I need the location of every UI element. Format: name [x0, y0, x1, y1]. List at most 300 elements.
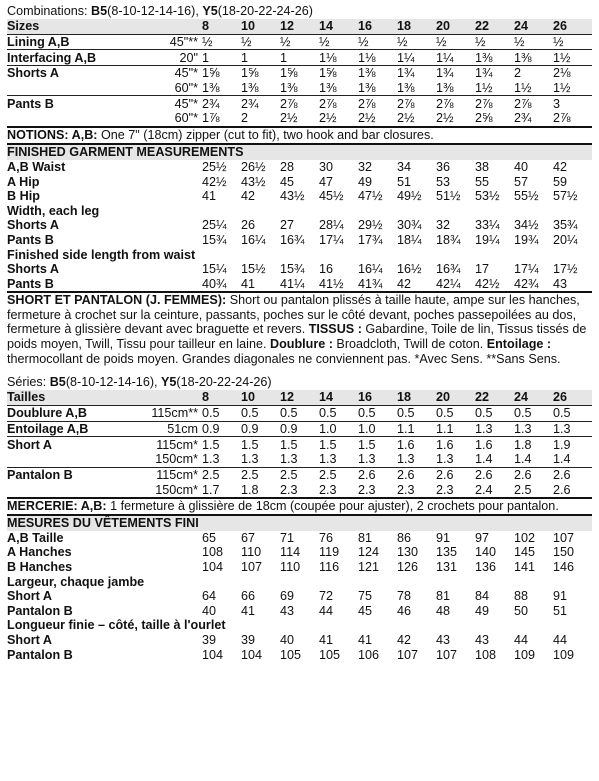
measurement-value: 44: [553, 632, 568, 647]
measurement-value: 43: [436, 632, 451, 647]
measurement-label: Width, each leg: [7, 203, 100, 218]
yardage-value: ½: [436, 34, 475, 50]
yardage-value: 2¾: [241, 96, 280, 111]
measurement-label: Largeur, chaque jambe: [7, 574, 145, 589]
measurement-row: [7, 545, 592, 560]
measurement-row: [7, 204, 592, 219]
yardage-value: 1½: [553, 81, 571, 96]
finished-measurements-title-fr: MESURES DU VÊTEMENTS FINI: [7, 516, 592, 531]
measurement-row: [7, 618, 592, 633]
measurement-value: 53: [436, 174, 451, 189]
fabric-width: 51cm: [127, 421, 202, 437]
y5-code-fr: Y5: [161, 375, 177, 390]
size-header-cell: 16: [358, 390, 397, 405]
measurement-label: Shorts A: [7, 262, 60, 277]
measurement-value: 91: [553, 589, 568, 604]
yardage-value: 1.6: [475, 437, 514, 452]
desc-text-3: Broadcloth, Twill de coton.: [332, 336, 487, 351]
measurement-value: 43: [475, 632, 490, 647]
measurement-value: 69: [280, 589, 295, 604]
measurement-label: Pantalon B: [7, 647, 73, 662]
measurement-value: 86: [397, 530, 412, 545]
yardage-row: [7, 34, 592, 50]
measurement-value: 46: [397, 603, 412, 618]
yardage-value: 1.3: [475, 421, 514, 437]
measurement-row: [7, 574, 592, 589]
measurement-value: 124: [358, 545, 380, 560]
measurement-value: 107: [553, 530, 575, 545]
yardage-row: [7, 111, 592, 126]
measurement-value: 34½: [514, 218, 539, 233]
measurement-value: 30¾: [397, 218, 422, 233]
measurement-value: 48: [436, 603, 451, 618]
yardage-value: 1⅝: [241, 66, 280, 81]
measurement-value: 102: [514, 530, 536, 545]
measurement-value: 42¾: [514, 276, 539, 291]
yardage-value: 1.1: [436, 421, 475, 437]
yardage-value: 1¾: [397, 66, 436, 81]
measurement-label: Short A: [7, 632, 53, 647]
measurement-value: 136: [475, 560, 497, 575]
measurement-label: Shorts A: [7, 218, 60, 233]
measurement-value: 44: [319, 603, 334, 618]
yardage-value: 2⅞: [436, 96, 475, 111]
size-header-cell: 26: [553, 19, 592, 34]
measurement-value: 75: [358, 589, 373, 604]
measurement-value: 42¼: [436, 276, 461, 291]
yardage-row-label: Entoilage A,B: [7, 421, 127, 437]
size-header-cell: 20: [436, 19, 475, 34]
size-header-cell: 8: [202, 390, 241, 405]
yardage-value: 2.6: [475, 467, 514, 482]
yardage-value: 1⅜: [397, 81, 415, 96]
y5-sizes: (18-20-22-24-26): [217, 4, 313, 18]
measurement-value: 41¼: [280, 276, 305, 291]
yardage-value: 1¼: [436, 50, 475, 66]
measurement-value: 32: [358, 160, 373, 175]
yardage-value: 0.9: [202, 421, 241, 437]
yardage-value: 1.5: [241, 437, 280, 452]
measurement-value: 28: [280, 160, 295, 175]
measurement-value: 67: [241, 530, 256, 545]
fabric-width: 45"*: [140, 66, 202, 81]
yardage-value: ½: [397, 34, 436, 50]
yardage-value: 2.3: [436, 482, 454, 497]
yardage-row: [7, 452, 592, 467]
measurement-value: 43: [553, 276, 568, 291]
measurement-value: 43½: [241, 174, 266, 189]
yardage-value: ½: [241, 34, 280, 50]
measurement-value: 19¼: [475, 233, 500, 248]
measurement-label: B Hanches: [7, 560, 73, 575]
measurement-label: Pantalon B: [7, 603, 73, 618]
measurement-value: 140: [475, 545, 497, 560]
desc-title: SHORT ET PANTALON (J. FEMMES):: [7, 293, 227, 308]
measurement-value: 47: [319, 174, 334, 189]
measurement-value: 17¾: [358, 233, 383, 248]
desc-text-4: thermocollant de poids moyen. Grandes diagonales ne conviennent pas. *Avec Sens. **Sans Sens.: [7, 351, 561, 366]
yardage-value: 0.5: [514, 405, 553, 421]
measurement-value: 16¼: [358, 262, 383, 277]
french-description: [7, 293, 592, 366]
measurement-label: A,B Waist: [7, 160, 66, 175]
measurement-value: 108: [202, 545, 224, 560]
desc-entoilage-label: Entoilage :: [486, 336, 552, 351]
measurement-value: 27: [280, 218, 295, 233]
measurement-row: [7, 233, 592, 248]
measurement-value: 20¼: [553, 233, 578, 248]
measurement-value: 41: [319, 632, 334, 647]
measurement-value: 17½: [553, 262, 578, 277]
yardage-row-label: [7, 452, 127, 467]
size-header-cell: 18: [397, 390, 436, 405]
measurement-value: 17¼: [319, 233, 344, 248]
series-line: [7, 375, 592, 390]
yardage-value: 1½: [475, 81, 493, 96]
yardage-row-label: Lining A,B: [7, 34, 140, 50]
measurement-value: 49: [358, 174, 373, 189]
size-header-cell: 16: [358, 19, 397, 34]
yardage-value: 1.6: [436, 437, 475, 452]
measurement-value: 42½: [202, 174, 227, 189]
yardage-value: 1: [280, 50, 319, 66]
yardage-value: 1.9: [553, 437, 592, 452]
measurement-value: 25½: [202, 160, 227, 175]
yardage-value: 2½: [280, 111, 298, 126]
measurement-value: 15¾: [202, 233, 227, 248]
yardage-value: 1.3: [358, 452, 376, 467]
measurement-value: 44: [514, 632, 529, 647]
measurement-value: 150: [553, 545, 575, 560]
measurement-value: 88: [514, 589, 529, 604]
measurement-value: 42: [397, 276, 412, 291]
measurement-row: [7, 218, 592, 233]
pattern-envelope-chart: [7, 4, 592, 662]
measurement-value: 15¾: [280, 262, 305, 277]
measurement-value: 41: [241, 603, 256, 618]
y5-code: Y5: [202, 4, 218, 18]
yardage-value: 2.6: [358, 467, 397, 482]
measurement-value: 72: [319, 589, 334, 604]
measurement-value: 33¼: [475, 218, 500, 233]
measurement-value: 65: [202, 530, 217, 545]
measurement-value: 43½: [280, 189, 305, 204]
yardage-value: 2⅞: [358, 96, 397, 111]
yardage-value: 2½: [358, 111, 376, 126]
measurement-row: [7, 160, 592, 175]
yardage-value: 0.5: [358, 405, 397, 421]
measurement-value: 17¼: [514, 262, 539, 277]
measurement-value: 108: [475, 647, 497, 662]
measurement-value: 107: [436, 647, 458, 662]
yardage-row-label: Shorts A: [7, 66, 140, 81]
yardage-value: 1⅜: [358, 66, 397, 81]
measurement-value: 26½: [241, 160, 266, 175]
yardage-row: [7, 437, 592, 452]
measurement-row: [7, 262, 592, 277]
measurement-value: 91: [436, 530, 451, 545]
fabric-width: 150cm*: [155, 452, 198, 467]
yardage-value: 1⅜: [436, 81, 454, 96]
yardage-value: 2.6: [397, 467, 436, 482]
size-header-cell: 12: [280, 19, 319, 34]
yardage-value: 1.6: [397, 437, 436, 452]
measurement-value: 41¾: [358, 276, 383, 291]
measurement-value: 39: [202, 632, 217, 647]
size-header-cell: 14: [319, 390, 358, 405]
yardage-value: 2⅞: [397, 96, 436, 111]
yardage-value: 1⅞: [202, 111, 220, 126]
size-header-cell: 22: [475, 390, 514, 405]
yardage-value: 1.0: [319, 421, 358, 437]
measurement-row: [7, 647, 592, 662]
yardage-value: 2.3: [280, 482, 298, 497]
measurement-value: 135: [436, 545, 458, 560]
yardage-row-label: Doublure A,B: [7, 405, 127, 421]
measurement-value: 32: [436, 218, 451, 233]
yardage-row: [7, 50, 592, 66]
measurement-value: 57½: [553, 189, 578, 204]
measurement-value: 50: [514, 603, 529, 618]
yardage-value: 1.3: [202, 452, 220, 467]
size-header-cell: 24: [514, 19, 553, 34]
yardage-value: 1⅜: [202, 81, 220, 96]
measurement-value: 121: [358, 560, 380, 575]
yardage-value: 2⅞: [319, 96, 358, 111]
measurement-label: Finished side length from waist: [7, 247, 196, 262]
finished-measurements-table-en: [7, 160, 592, 291]
yardage-value: 1.7: [202, 482, 220, 497]
yardage-value: 1.3: [436, 452, 454, 467]
yardage-row: [7, 467, 592, 482]
measurement-value: 40: [202, 603, 217, 618]
yardage-value: 3: [553, 96, 592, 111]
measurement-value: 16: [319, 262, 334, 277]
yardage-table-fr: [7, 390, 592, 497]
fabric-width: 60"*: [174, 81, 198, 96]
yardage-value: ½: [202, 34, 241, 50]
yardage-value: 1⅛: [319, 50, 358, 66]
measurement-value: 105: [319, 647, 341, 662]
yardage-value: 1⅜: [475, 50, 514, 66]
measurement-label: A Hanches: [7, 545, 72, 560]
yardage-value: ½: [553, 34, 592, 50]
yardage-value: 1.3: [514, 421, 553, 437]
size-header-cell: 20: [436, 390, 475, 405]
finished-measurements-table-fr: [7, 531, 592, 662]
yardage-value: ½: [514, 34, 553, 50]
y5-sizes-fr: (18-20-22-24-26): [176, 375, 272, 390]
measurement-value: 25¼: [202, 218, 227, 233]
measurement-value: 38: [475, 160, 490, 175]
yardage-value: 2.3: [319, 482, 337, 497]
measurement-value: 40¾: [202, 276, 227, 291]
yardage-value: 1⅛: [358, 50, 397, 66]
measurement-value: 59: [553, 174, 568, 189]
fabric-width: 20": [140, 50, 202, 66]
yardage-value: 2.5: [202, 467, 241, 482]
notions-label: NOTIONS: A,B:: [7, 127, 98, 142]
measurement-value: 18¼: [397, 233, 422, 248]
yardage-value: 2.6: [553, 482, 571, 497]
measurement-value: 109: [553, 647, 575, 662]
yardage-value: 1⅝: [280, 66, 319, 81]
measurement-value: 64: [202, 589, 217, 604]
measurement-value: 29½: [358, 218, 383, 233]
measurement-value: 71: [280, 530, 295, 545]
mercerie-label: MERCERIE: A,B:: [7, 498, 107, 513]
measurement-value: 36: [436, 160, 451, 175]
yardage-row: [7, 66, 592, 81]
yardage-value: 1.8: [514, 437, 553, 452]
yardage-value: 2.5: [319, 467, 358, 482]
measurement-value: 43: [280, 603, 295, 618]
notions-line: [7, 128, 592, 143]
yardage-row: [7, 482, 592, 497]
measurement-value: 110: [241, 545, 262, 560]
measurement-value: 45½: [319, 189, 344, 204]
yardage-value: 1.3: [553, 421, 592, 437]
combinations-line: [7, 4, 592, 19]
yardage-value: 1⅝: [319, 66, 358, 81]
size-header-row: [7, 390, 592, 405]
measurement-value: 40: [280, 632, 295, 647]
yardage-value: 1⅜: [514, 50, 553, 66]
yardage-row-label: Pantalon B: [7, 467, 127, 482]
fabric-width: 115cm*: [127, 437, 202, 452]
yardage-value: 1.4: [553, 452, 571, 467]
yardage-value: 1.0: [358, 421, 397, 437]
desc-tissus-label: TISSUS :: [308, 322, 362, 337]
measurement-label: A,B Taille: [7, 530, 64, 545]
fabric-width: 45"*: [140, 96, 202, 111]
size-header-cell: 22: [475, 19, 514, 34]
measurement-value: 81: [358, 530, 373, 545]
size-header-row: [7, 19, 592, 34]
size-header-cell: 18: [397, 19, 436, 34]
yardage-value: 2⅛: [553, 66, 592, 81]
yardage-value: 1.4: [514, 452, 532, 467]
measurement-value: 49½: [397, 189, 422, 204]
combinations-label: Combinations:: [7, 4, 88, 18]
measurement-row: [7, 174, 592, 189]
yardage-value: 1.5: [202, 437, 241, 452]
measurement-label: Longueur finie – côté, taille à l'ourlet: [7, 618, 226, 633]
measurement-value: 141: [514, 560, 536, 575]
measurement-label: Pants B: [7, 233, 54, 248]
yardage-value: 0.5: [319, 405, 358, 421]
yardage-row-label: [7, 111, 140, 126]
desc-doublure-label: Doublure :: [269, 336, 333, 351]
yardage-row: [7, 421, 592, 437]
measurement-value: 45: [358, 603, 373, 618]
measurement-value: 119: [319, 545, 340, 560]
size-header-cell: 10: [241, 19, 280, 34]
measurement-value: 30: [319, 160, 334, 175]
measurement-row: [7, 589, 592, 604]
yardage-value: 1½: [514, 81, 532, 96]
measurement-value: 55: [475, 174, 490, 189]
mercerie-line: [7, 499, 592, 514]
size-header-label: Sizes: [7, 19, 202, 34]
yardage-value: 1¼: [397, 50, 436, 66]
measurement-row: [7, 633, 592, 648]
yardage-value: 2½: [319, 111, 337, 126]
measurement-row: [7, 531, 592, 546]
yardage-row-label: Interfacing A,B: [7, 50, 140, 66]
measurement-value: 15½: [241, 262, 266, 277]
yardage-value: 1¾: [436, 66, 475, 81]
series-label: Séries:: [7, 375, 47, 390]
measurement-value: 104: [202, 647, 224, 662]
measurement-value: 41½: [319, 276, 344, 291]
yardage-value: 2.5: [514, 482, 532, 497]
size-header-cell: 12: [280, 390, 319, 405]
yardage-value: 2.6: [553, 467, 592, 482]
yardage-value: 1.5: [319, 437, 358, 452]
yardage-value: 1.5: [280, 437, 319, 452]
yardage-value: 0.9: [280, 421, 319, 437]
yardage-value: ½: [475, 34, 514, 50]
size-header-cell: 26: [553, 390, 592, 405]
measurement-value: 53½: [475, 189, 500, 204]
yardage-value: 2½: [436, 111, 454, 126]
measurement-value: 47½: [358, 189, 383, 204]
measurement-value: 49: [475, 603, 490, 618]
yardage-value: 2⅞: [475, 96, 514, 111]
yardage-row-label: Short A: [7, 437, 127, 452]
measurement-value: 41: [241, 276, 256, 291]
yardage-row: [7, 405, 592, 421]
yardage-value: 0.5: [436, 405, 475, 421]
measurement-value: 39: [241, 632, 256, 647]
yardage-value: 1.8: [241, 482, 259, 497]
yardage-value: 2⅞: [280, 96, 319, 111]
yardage-row: [7, 81, 592, 96]
yardage-value: 0.5: [397, 405, 436, 421]
measurement-value: 51½: [436, 189, 461, 204]
yardage-row-label: [7, 482, 127, 497]
yardage-value: 2.5: [280, 467, 319, 482]
measurement-value: 19¾: [514, 233, 539, 248]
measurement-value: 81: [436, 589, 451, 604]
yardage-value: ½: [358, 34, 397, 50]
measurement-value: 15¼: [202, 262, 227, 277]
yardage-value: 0.5: [553, 405, 592, 421]
measurement-value: 109: [514, 647, 536, 662]
yardage-value: 2: [241, 111, 249, 126]
yardage-row: [7, 96, 592, 111]
yardage-value: 1.3: [319, 452, 337, 467]
yardage-value: 2.3: [358, 482, 376, 497]
yardage-value: 2.6: [514, 467, 553, 482]
yardage-value: 2.3: [397, 482, 415, 497]
yardage-value: 2⅞: [514, 96, 553, 111]
yardage-value: 1⅜: [280, 81, 298, 96]
fabric-width: 45"**: [140, 34, 202, 50]
measurement-value: 110: [280, 560, 301, 575]
measurement-value: 16½: [397, 262, 422, 277]
yardage-table-en: [7, 19, 592, 126]
yardage-value: 1⅜: [319, 81, 337, 96]
measurement-value: 41: [202, 189, 217, 204]
measurement-value: 104: [241, 647, 263, 662]
yardage-value: 1¾: [475, 66, 514, 81]
measurement-value: 18¾: [436, 233, 461, 248]
measurement-value: 16¾: [436, 262, 461, 277]
measurement-value: 114: [280, 545, 301, 560]
desc-text-2: Gabardine, Toile de lin, Tissus tissés de poids moyen, Twill, Tissu pour tailleur en laine.: [7, 322, 587, 351]
